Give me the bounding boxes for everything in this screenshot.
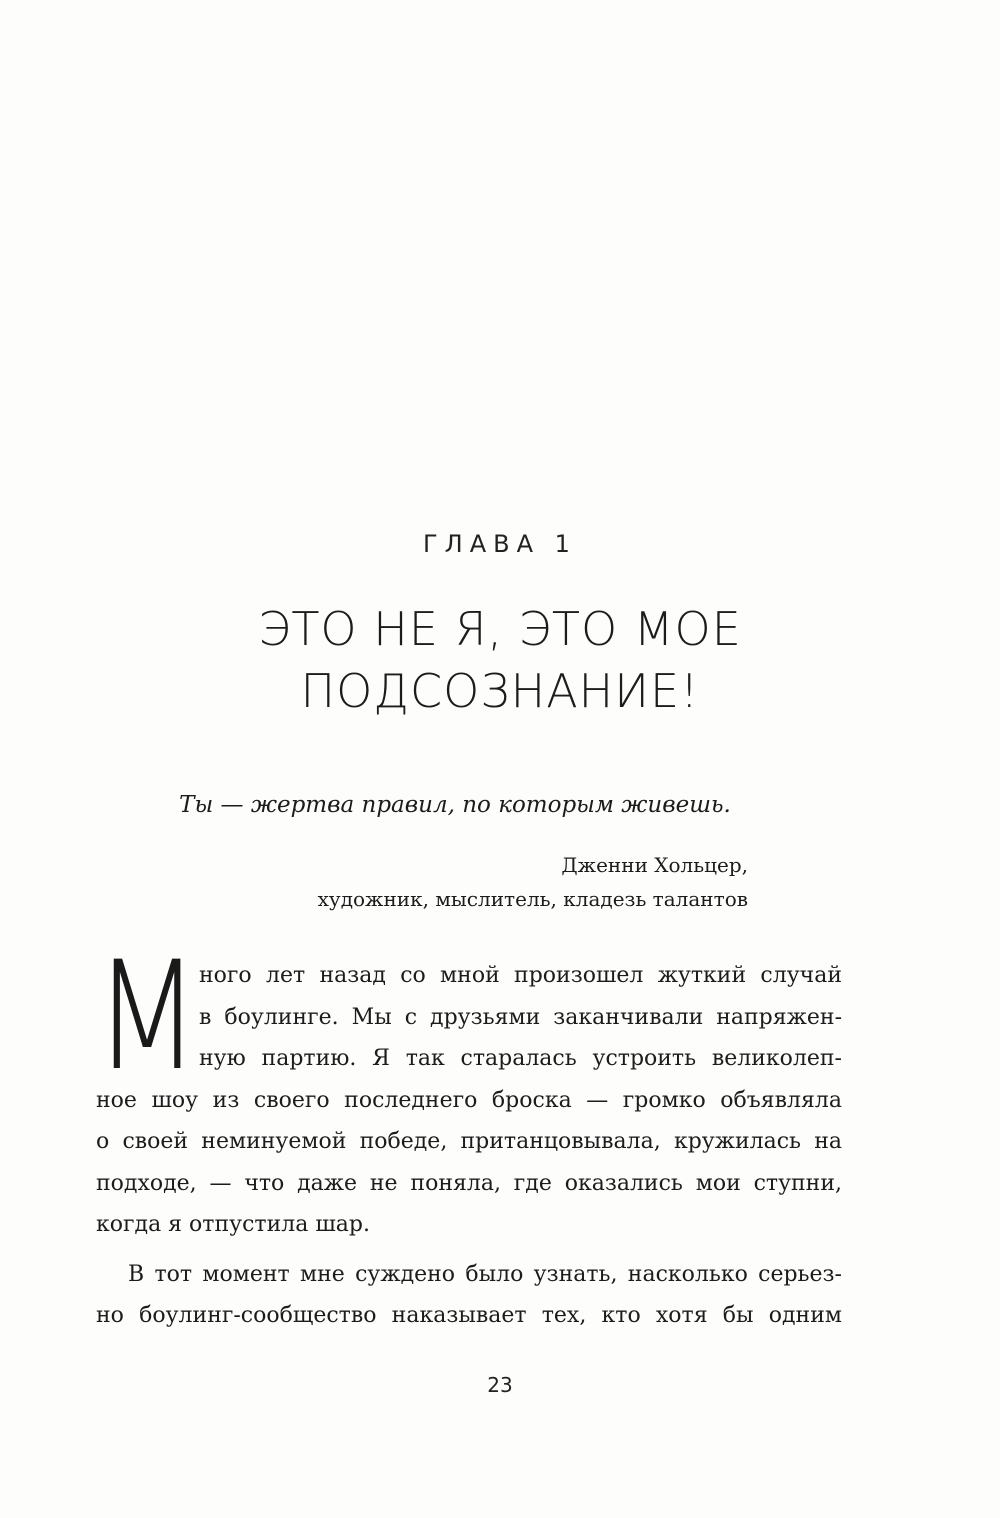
text-line: но боулинг-сообщество наказывает тех, кто хотя бы одним — [96, 1303, 842, 1328]
text-line: В тот момент мне суждено было узнать, насколько серьез- — [128, 1261, 842, 1287]
paragraph-2 — [96, 1254, 842, 1337]
page-number: 23 — [487, 1373, 513, 1397]
chapter-label: ГЛАВА 1 — [423, 530, 577, 558]
text-line: о своей неминуемой победе, пританцовывала, кружилась на — [96, 1129, 842, 1154]
drop-cap: М — [94, 930, 201, 1104]
epigraph-author: Дженни Хольцер, — [561, 853, 748, 877]
body-text — [94, 930, 842, 1337]
epigraph-author-description: художник, мыслитель, кладезь талантов — [317, 887, 748, 911]
chapter-title — [0, 598, 1000, 722]
text-line: ное шоу из своего последнего броска — громко объявляла — [96, 1087, 842, 1113]
chapter-title-line-2: ПОДСОЗНАНИЕ! — [300, 664, 700, 718]
text-line: когда я отпустила шар. — [96, 1212, 370, 1237]
chapter-title-line-1: ЭТО НЕ Я, ЭТО МОЕ — [258, 602, 742, 656]
text-line: ную партию. Я так старалась устроить великолеп- — [199, 1046, 842, 1071]
paragraph-1 — [94, 930, 842, 1246]
epigraph-attribution — [318, 848, 748, 916]
text-line: в боулинге. Мы с друзьями заканчивали напряжен- — [199, 1004, 842, 1030]
epigraph-quote: Ты — жертва правил, по которым живешь. — [179, 792, 731, 818]
text-line: подходе, — что даже не поняла, где оказались мои ступни, — [96, 1170, 842, 1196]
text-line: ного лет назад со мной произошел жуткий случай — [199, 963, 842, 988]
